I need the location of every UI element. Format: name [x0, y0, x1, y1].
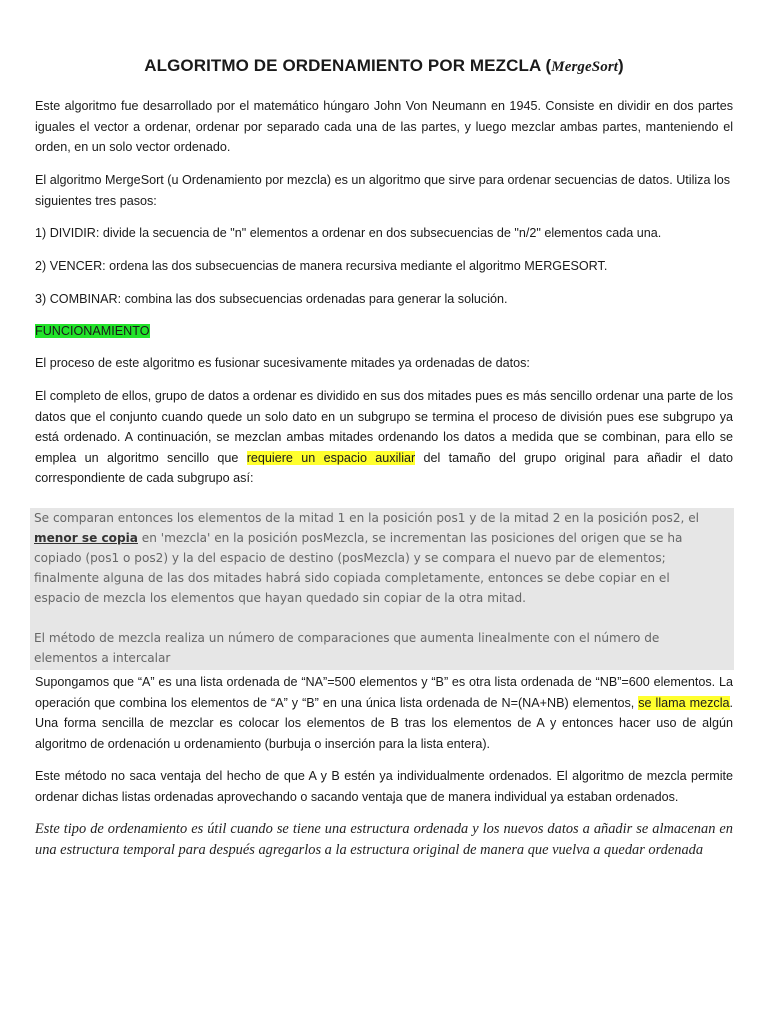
quote-line-4: finalmente alguna de las dos mitades habrá sido copiada completamente, entonces se debe copiar en el: [30, 568, 734, 588]
section-heading: [35, 321, 733, 342]
closing-italic-paragraph: Este tipo de ordenamiento es útil cuando se tiene una estructura ordenada y los nuevos datos a añadir se almacenan en una estructura temporal para después agregarlos a la estructura original de manera que vuelva a quedar ordenada: [35, 821, 733, 858]
step-combinar: 3) COMBINAR: combina las dos subsecuencias ordenadas para generar la solución.: [35, 292, 508, 306]
mezcla-text-a: Supongamos que “A” es una lista ordenada de “NA”=500 elementos y “B” es otra lista ordenada de “NB”=600 elementos. La operación que combina los elementos de “A” y “B” en una única lista ordenada de N=(NA+NB) elementos,: [35, 675, 733, 710]
quote-line-6: El método de mezcla realiza un número de comparaciones que aumenta linealmente con el número de: [30, 628, 734, 648]
page-title: [0, 56, 768, 76]
mezcla-text-b: . Una forma sencilla de mezclar es colocar los elementos de B tras los elementos de A y entonces hacer uso de algún algoritmo de ordenación u ordenamiento (burbuja o inserción para la lista entera).: [35, 695, 733, 751]
quote-line-3: copiado (pos1 o pos2) y la del espacio de destino (posMezcla) y se compara el nuevo par de elementos;: [30, 548, 734, 568]
intro-paragraph: Este algoritmo fue desarrollado por el matemático húngaro John Von Neumann en 1945. Consiste en dividir en dos partes iguales el vector a ordenar, ordenar por separado cada una de las partes, y luego mezclar ambas partes, manteniendo el orden, en un solo vector ordenado.: [35, 99, 733, 154]
quote-line-1: Se comparan entonces los elementos de la mitad 1 en la posición pos1 y de la mitad 2 en la posición pos2, el: [30, 508, 734, 528]
detail-paragraph: [35, 386, 733, 489]
funcionamiento-heading: FUNCIONAMIENTO: [35, 324, 150, 338]
step-vencer: 2) VENCER: ordena las dos subsecuencias de manera recursiva mediante el algoritmo MERGESORT.: [35, 259, 608, 273]
title-text: ALGORITMO DE ORDENAMIENTO POR MEZCLA (: [144, 56, 552, 75]
mezcla-paragraph: [35, 672, 733, 754]
title-italic: MergeSort: [551, 59, 619, 75]
title-close: ): [618, 56, 624, 75]
process-paragraph: El proceso de este algoritmo es fusionar sucesivamente mitades ya ordenadas de datos:: [35, 356, 530, 370]
step-dividir: 1) DIVIDIR: divide la secuencia de "n" elementos a ordenar en dos subsecuencias de "n/2" elementos cada una.: [35, 226, 662, 240]
detail-text-a: El completo de ellos, grupo de datos a ordenar es dividido en sus dos mitades pues es más sencillo ordenar una parte de los datos que el conjunto cuando quede un solo dato en un subgrupo se termina el proceso de división pues ese subgrupo ya está ordenado. A continuación, se mezclan ambas mitades ordenando los datos a medida que se combinan, para ello se emplea un algoritmo sencillo que: [35, 389, 733, 465]
quote-line-2-rest: en 'mezcla' en la posición posMezcla, se incrementan las posiciones del origen que se ha: [137, 531, 683, 545]
quote-line-7: elementos a intercalar: [30, 648, 734, 670]
quote-line-5: espacio de mezcla los elementos que hayan quedado sin copiar de la otra mitad.: [30, 588, 734, 628]
quote-line-2: [30, 528, 734, 548]
quote-bold-menor: menor se copia: [34, 531, 138, 545]
mergesort-paragraph: El algoritmo MergeSort (u Ordenamiento por mezcla) es un algoritmo que sirve para ordenar secuencias de datos. Utiliza los siguientes tres pasos:: [35, 173, 731, 208]
method-paragraph: Este método no saca ventaja del hecho de que A y B estén ya individualmente ordenados. El algoritmo de mezcla permite ordenar dichas listas ordenadas aprovechando o sacando ventaja que de manera individual ya estaban ordenados.: [35, 769, 733, 804]
highlight-espacio-auxiliar: requiere un espacio auxiliar: [246, 450, 416, 465]
highlight-se-llama-mezcla: se llama mezcla: [638, 695, 730, 710]
quoted-block: [30, 508, 734, 670]
detail-text-b: del tamaño del grupo original para añadir el dato correspondiente de cada subgrupo así:: [35, 450, 734, 485]
